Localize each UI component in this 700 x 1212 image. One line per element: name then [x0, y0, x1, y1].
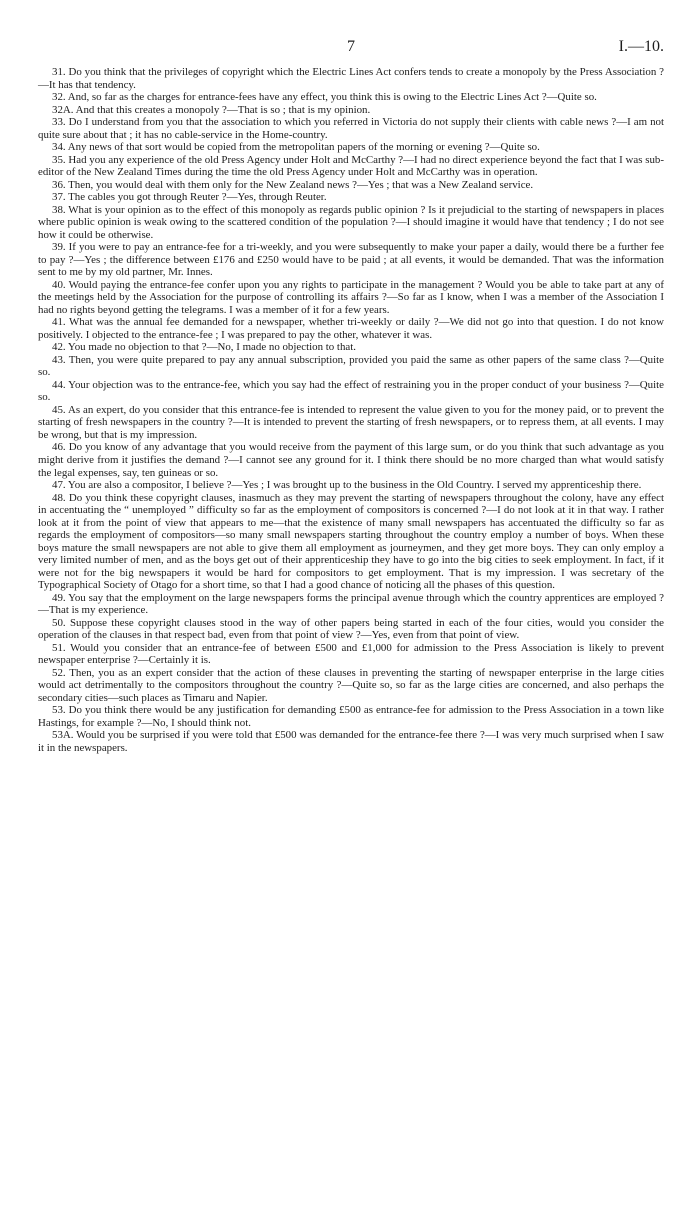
paragraph-q51: 51. Would you consider that an entrance-fee of between £500 and £1,000 for admission to the Press Association is likely to prevent newspaper enterprise ?—Certainly it is.: [38, 641, 664, 667]
paragraph-q47: 47. You are also a compositor, I believe ?—Yes ; I was brought up to the business in the Old Country. I served my apprenticeship there.: [52, 479, 642, 492]
paragraph-q50: 50. Suppose these copyright clauses stood in the way of other papers being started in each of the four cities, would you consider the operation of the clauses in that respect bad, even from that point of view ?—Yes, even from that point of view.: [38, 616, 664, 642]
page-number: 7: [347, 38, 355, 55]
paragraph-q32: 32. And, so far as the charges for entrance-fees have any effect, you think this is owing to the Electric Lines Act ?—Quite so.: [52, 91, 597, 104]
paragraph-q32a: 32A. And that this creates a monopoly ?—That is so ; that is my opinion.: [52, 103, 371, 116]
paragraph-q52: 52. Then, you as an expert consider that the action of these clauses in preventing the starting of newspaper enterprise in the large cities would act detrimentally to the compositors throughout the country ?—Quite so, so far as the large cities are concerned, and also perhaps the secondary cities—such places as Timaru and Napier.: [38, 666, 664, 704]
paragraph-q46: 46. Do you know of any advantage that you would receive from the payment of this large sum, or do you think that such advantage as you might derive from it justifies the demand ?—I cannot see any ground for it. I think there should be no more charged than what would satisfy the legal expenses, say, ten guineas or so.: [38, 441, 664, 479]
paragraph-q48: 48. Do you think these copyright clauses, inasmuch as they may prevent the starting of newspapers throughout the colony, have any effect in accentuating the “ unemployed ” difficulty so far as the employment of compositors is concerned ?—I do not look at it in that way. I rather look at it from the point of view that appears to me—that the existence of many small newspapers has accentuated the difficulty so far as regards the employment of compositors—so many small newspapers starting throughout the country employ a number of boys. When these boys mature the small newspapers are not able to give them all employment as journeymen, and they get more boys. They can only employ a very limited number of men, and as the boys get out of their apprenticeship they have to go into the big cities to seek employment. In fact, if it were not for the big newspapers it would be hard for compositors to get employment. That is my impression. I was secretary of the Typographical Society of Otago for a short time, so that I had a good chance of noticing all the phases of this question.: [38, 491, 664, 592]
paragraph-q35: 35. Had you any experience of the old Press Agency under Holt and McCarthy ?—I had no direct experience beyond the fact that I was sub-editor of the New Zealand Times during the time the old Press Agency under Holt and McCarthy was in operation.: [38, 153, 664, 179]
paragraph-q53: 53. Do you think there would be any justification for demanding £500 as entrance-fee for admission to the Press Association in a town like Hastings, for example ?—No, I should think not.: [38, 704, 664, 729]
paragraph-q39: 39. If you were to pay an entrance-fee for a tri-weekly, and you were subsequently to make your paper a daily, would there be a further fee to pay ?—Yes ; the difference between £176 and £250 would have to be paid ; at all events, it would be demanded. That was the information sent to me by my old partner, Mr. Innes.: [38, 241, 664, 279]
page-body: [38, 66, 664, 754]
document-reference: I.—10.: [618, 38, 664, 55]
page-header: [38, 36, 664, 66]
paragraph-q53a: 53A. Would you be surprised if you were told that £500 was demanded for the entrance-fee there ?—I was very much surprised when I saw it in the newspapers.: [38, 729, 664, 754]
paragraph-q49: 49. You say that the employment on the large newspapers forms the principal avenue through which the country apprentices are employed ?—That is my experience.: [38, 591, 664, 617]
paragraph-q38: 38. What is your opinion as to the effect of this monopoly as regards public opinion ? Is it prejudicial to the starting of newspapers in places where public opinion is weak owing to the scattered condition of the population ?—I should imagine it would have that tendency ; I do not see how it could be otherwise.: [38, 203, 664, 241]
paragraph-q33: 33. Do I understand from you that the association to which you referred in Victoria do not supply their clients with cable news ?—I am not quite sure about that ; it has no cable-service in the Home-country.: [38, 116, 664, 141]
paragraph-q45: 45. As an expert, do you consider that this entrance-fee is intended to represent the value given to you for the money paid, or to prevent the starting of fresh newspapers in the country ?—It is intended to prevent the starting of fresh newspapers, or to repress them, at all events. I may be wrong, but that is my impression.: [38, 403, 664, 441]
paragraph-q40: 40. Would paying the entrance-fee confer upon you any rights to participate in the management ? Would you be able to take part at any of the meetings held by the Association for the purpose of controlling its affairs ?—So far as I know, when I was a member of the Association I had no rights beyond getting the telegrams. I was a member of it for a few years.: [38, 278, 664, 316]
paragraph-q42: 42. You made no objection to that ?—No, I made no objection to that.: [52, 341, 356, 354]
paragraph-q44: 44. Your objection was to the entrance-fee, which you say had the effect of restraining you in the proper conduct of your business ?—Quite so.: [38, 378, 664, 404]
paragraph-q34: 34. Any news of that sort would be copied from the metropolitan papers of the morning or evening ?—Quite so.: [52, 141, 540, 154]
paragraph-q37: 37. The cables you got through Reuter ?—Yes, through Reuter.: [52, 191, 327, 204]
paragraph-q36: 36. Then, you would deal with them only for the New Zealand news ?—Yes ; that was a New Zealand service.: [52, 178, 534, 191]
paragraph-q41: 41. What was the annual fee demanded for a newspaper, whether tri-weekly or daily ?—We did not go into that question. I do not know positively. I objected to the entrance-fee ; I was prepared to pay the other, whatever it was.: [38, 316, 664, 341]
paragraph-q43: 43. Then, you were quite prepared to pay any annual subscription, provided you paid the same as other papers of the same class ?—Quite so.: [38, 353, 664, 379]
paragraph-q31: 31. Do you think that the privileges of copyright which the Electric Lines Act confers tends to create a monopoly by the Press Association ?—It has that tendency.: [38, 66, 664, 91]
